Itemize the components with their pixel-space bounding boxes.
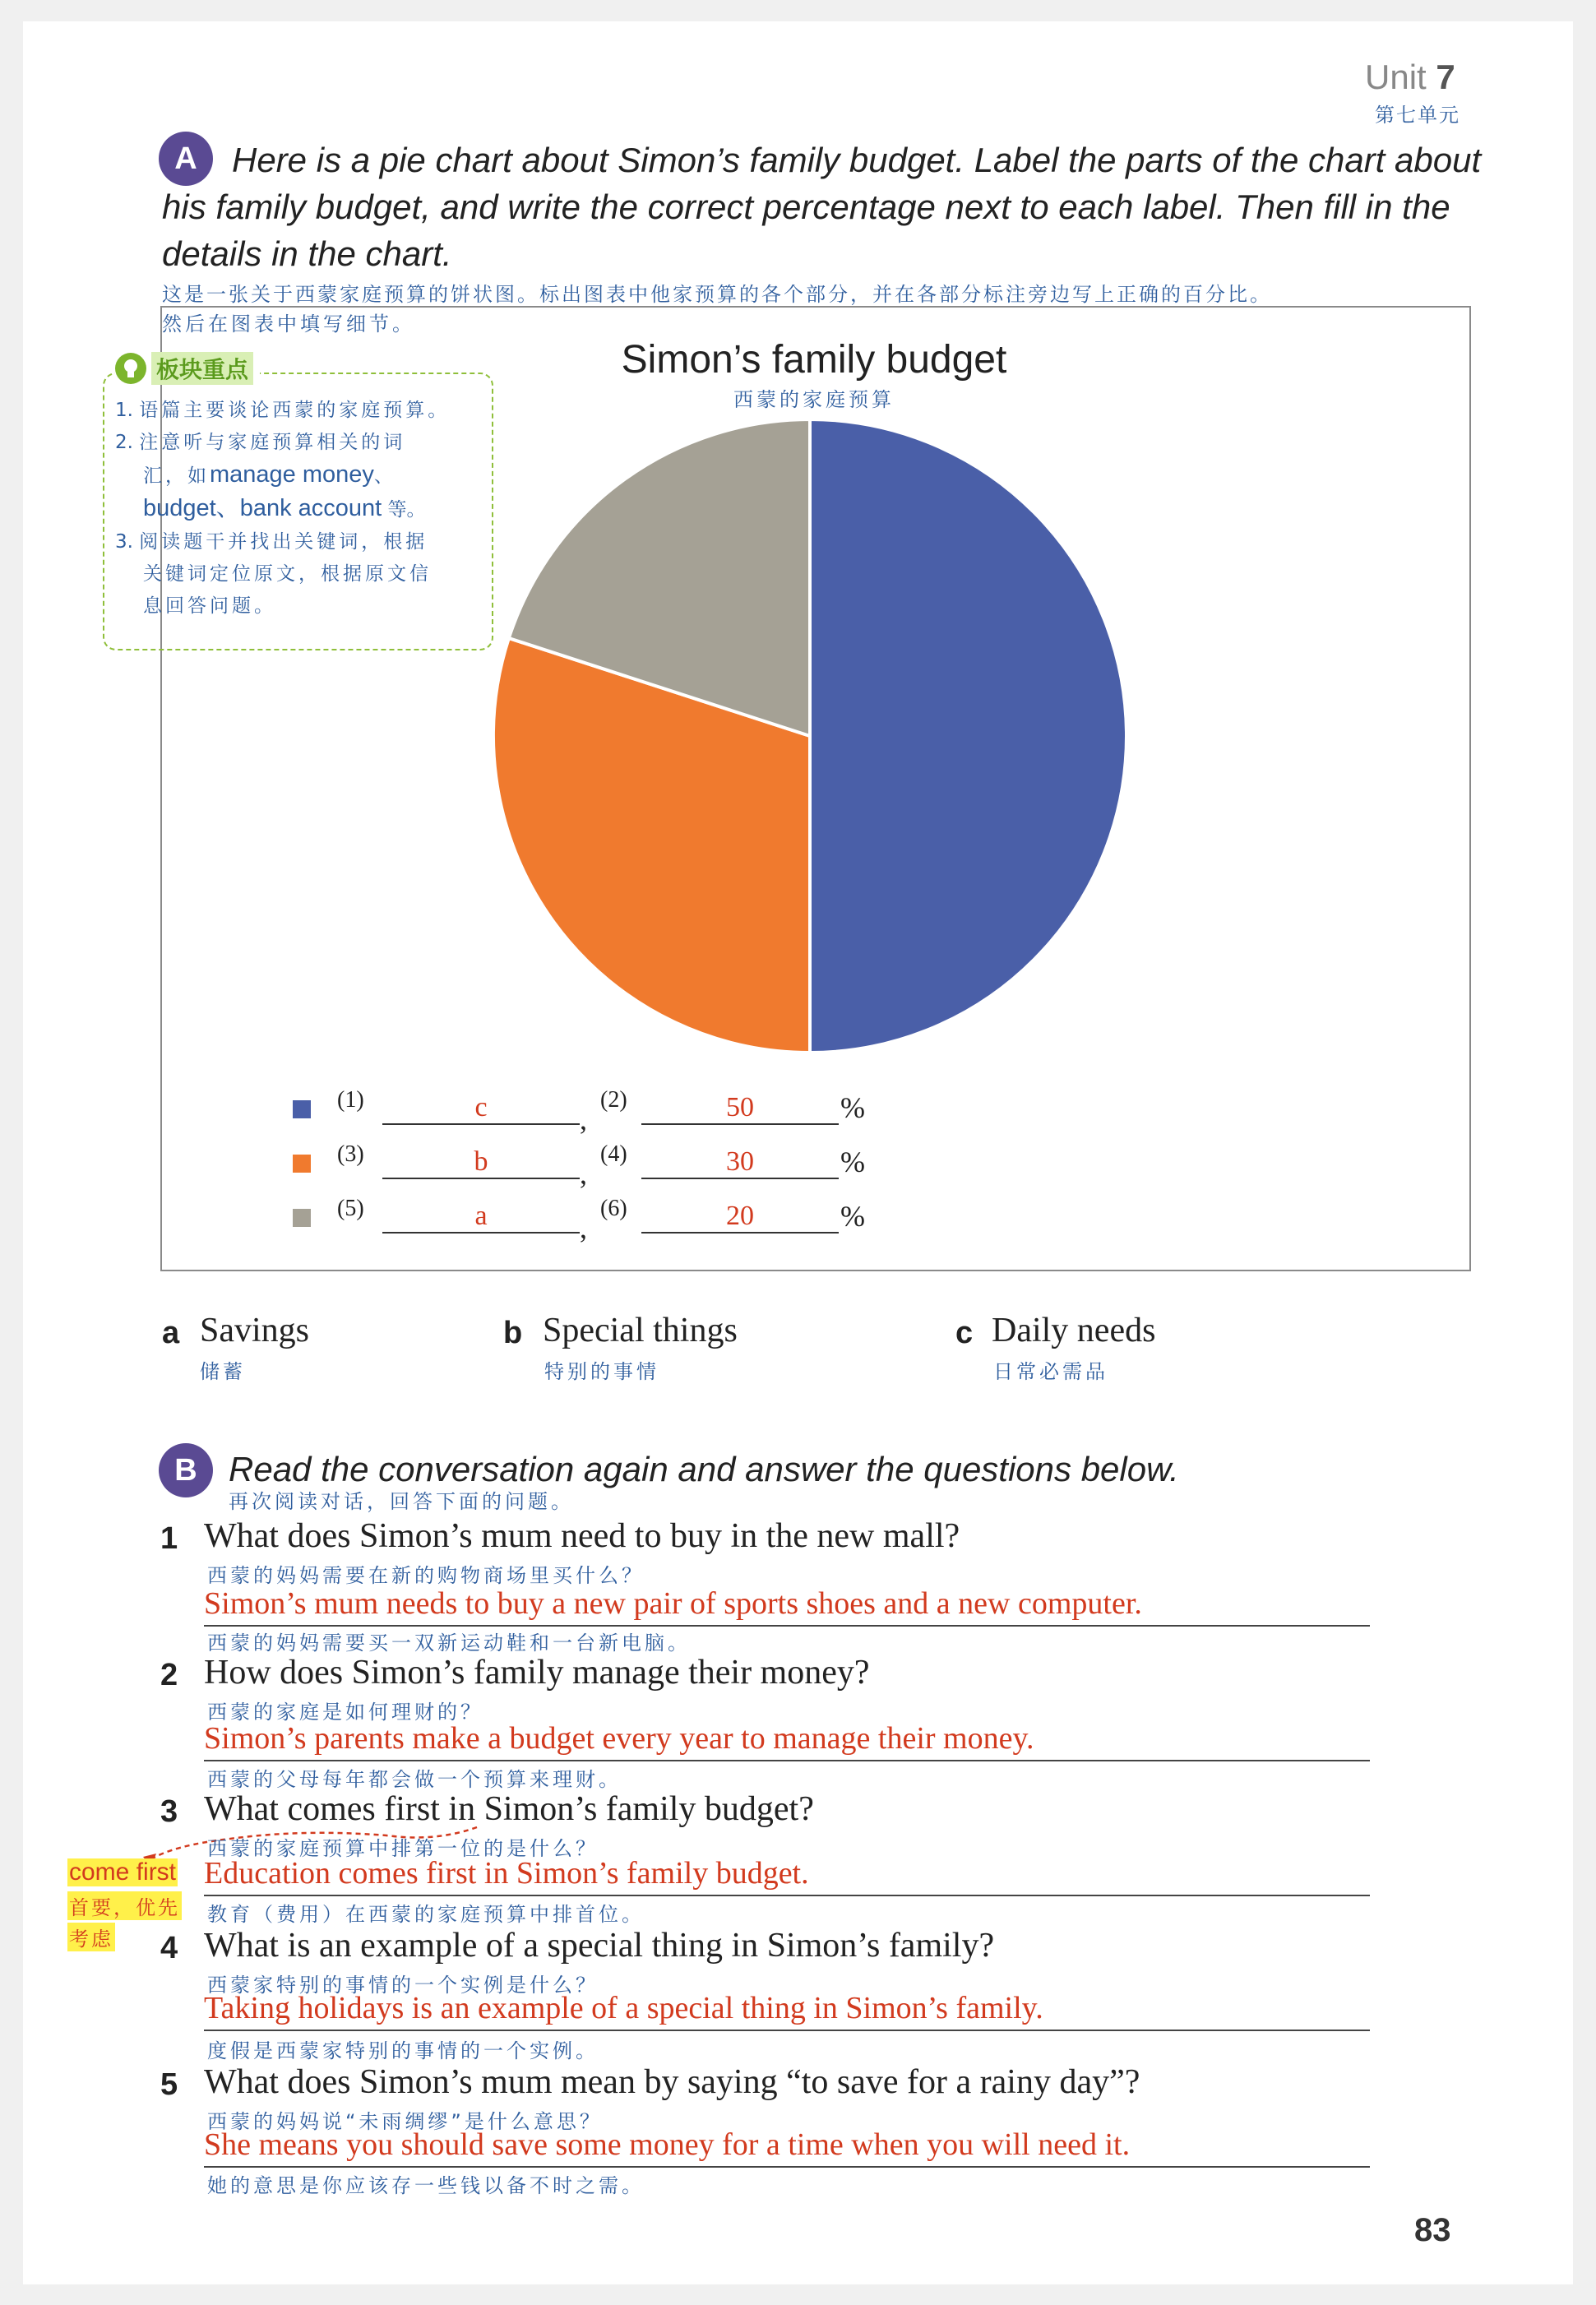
answer-text: She means you should save some money for a time when you will need it. — [204, 2127, 1131, 2162]
legend-pct-sign-3: % — [840, 1200, 865, 1233]
legend-pct-num-1: (2) — [600, 1087, 627, 1113]
option-cn-b: 特别的事情 — [544, 1360, 659, 1383]
question-number: 1 — [160, 1521, 178, 1556]
section-a-instruction-line-3: details in the chart. — [162, 234, 452, 273]
lightbulb-icon — [115, 353, 146, 384]
answer-line — [204, 1895, 1370, 1896]
key-point-line-5 — [115, 526, 450, 558]
answer-cn: 度假是西蒙家特别的事情的一个实例。 — [207, 2039, 599, 2062]
key-point-line-7 — [115, 590, 450, 623]
legend-pct-sign-1: % — [840, 1091, 865, 1124]
section-a-note-cn-2: 然后在图表中填写细节。 — [162, 312, 415, 336]
question-text: How does Simon’s family manage their money? — [204, 1654, 870, 1692]
answer-line — [204, 2030, 1370, 2031]
legend-pct-sign-2: % — [840, 1146, 865, 1178]
unit-header-cn: 第七单元 — [1375, 104, 1460, 127]
side-note-meaning-2: 考虑 — [67, 1923, 115, 1951]
section-a-instruction-line-1: Here is a pie chart about Simon’s family budget. Label the parts of the chart about — [232, 141, 1482, 179]
key-point-tail: 、 — [373, 465, 393, 487]
question-cn: 西蒙的妈妈说“未雨绸缪”是什么意思？ — [207, 2110, 603, 2133]
option-text-b: Special things — [543, 1312, 738, 1349]
legend-num-3: (5) — [337, 1196, 364, 1221]
option-cn-a: 储蓄 — [200, 1360, 246, 1383]
key-point-en: manage money — [210, 461, 374, 488]
answer-text: Simon’s parents make a budget every year to manage their money. — [204, 1721, 1034, 1756]
key-point-text: 注意听与家庭预算相关的词 — [139, 432, 406, 453]
key-point-num: 3. — [115, 531, 133, 553]
option-cn-c: 日常必需品 — [993, 1360, 1108, 1383]
option-letter-a: a — [162, 1316, 180, 1350]
legend-swatch-3 — [293, 1209, 311, 1227]
key-point-num: 1. — [115, 400, 133, 421]
legend-pct-answer-3: 20 — [641, 1201, 839, 1233]
section-b-instruction-cn: 再次阅读对话，回答下面的问题。 — [229, 1490, 574, 1513]
legend-swatch-1 — [293, 1100, 311, 1118]
side-note-meaning-1: 首要，优先 — [67, 1891, 182, 1920]
chart-title: Simon’s family budget — [621, 338, 1007, 382]
section-a-note-cn-1: 这是一张关于西蒙家庭预算的饼状图。标出图表中他家预算的各个部分，并在各部分标注旁边写上正确的百分比。 — [162, 283, 1272, 306]
key-point-num: 2. — [115, 432, 133, 453]
question-text: What does Simon’s mum need to buy in the new mall? — [204, 1517, 960, 1555]
answer-text: Simon’s mum needs to buy a new pair of sports shoes and a new computer. — [204, 1586, 1142, 1621]
unit-word: Unit — [1365, 58, 1427, 96]
legend-label-answer-1: c — [382, 1092, 580, 1125]
legend-label-answer-2: b — [382, 1146, 580, 1179]
legend-pct-num-3: (6) — [600, 1196, 627, 1221]
section-b-instruction: Read the conversation again and answer the questions below. — [229, 1450, 1179, 1488]
answer-cn: 她的意思是你应该存一些钱以备不时之需。 — [207, 2174, 645, 2197]
option-letter-b: b — [503, 1316, 523, 1350]
option-text-a: Savings — [200, 1312, 310, 1349]
legend-pct-answer-2: 30 — [641, 1146, 839, 1179]
page-number: 83 — [1414, 2212, 1451, 2248]
legend-num-1: (1) — [337, 1087, 364, 1113]
question-text: What comes first in Simon’s family budget? — [204, 1790, 814, 1828]
key-point-line-2 — [115, 427, 450, 459]
question-cn: 西蒙家特别的事情的一个实例是什么？ — [207, 1974, 599, 1997]
answer-text: Taking holidays is an example of a special thing in Simon’s family. — [204, 1991, 1043, 2025]
pie-chart — [485, 411, 1135, 1061]
answer-cn: 西蒙的妈妈需要买一双新运动鞋和一台新电脑。 — [207, 1632, 691, 1655]
key-point-text: 息回答问题。 — [143, 595, 276, 617]
key-point-line-6 — [115, 558, 450, 590]
legend-comma-2: , — [580, 1157, 587, 1190]
answer-text: Education comes first in Simon’s family budget. — [204, 1856, 809, 1891]
option-letter-c: c — [955, 1316, 974, 1350]
question-number: 4 — [160, 1931, 178, 1965]
key-point-line-1 — [115, 395, 450, 427]
key-point-text: 语篇主要谈论西蒙的家庭预算。 — [139, 400, 451, 421]
answer-cn: 西蒙的父母每年都会做一个预算来理财。 — [207, 1768, 622, 1791]
section-b-badge: B — [159, 1443, 213, 1497]
key-point-text: 汇，如 — [143, 465, 210, 487]
legend-num-2: (3) — [337, 1141, 364, 1167]
key-points-list — [115, 395, 450, 623]
key-point-line-4 — [115, 493, 450, 526]
answer-line — [204, 2166, 1370, 2168]
answer-cn: 教育（费用）在西蒙的家庭预算中排首位。 — [207, 1903, 645, 1926]
side-note-phrase: come first — [69, 1858, 177, 1886]
legend-swatch-2 — [293, 1155, 311, 1173]
legend-label-answer-3: a — [382, 1201, 580, 1233]
section-a-instruction-line-2: his family budget, and write the correct percentage next to each label. Then fill in the — [162, 187, 1450, 226]
legend-comma-3: , — [580, 1211, 587, 1244]
answer-line — [204, 1760, 1370, 1761]
section-a-badge: A — [159, 132, 213, 186]
key-point-text: 关键词定位原文，根据原文信 — [143, 563, 432, 585]
legend-pct-answer-1: 50 — [641, 1092, 839, 1125]
key-points-title: 板块重点 — [151, 352, 253, 385]
question-number: 2 — [160, 1658, 178, 1692]
key-points-header — [115, 352, 260, 385]
key-point-text: 阅读题干并找出关键词，根据 — [139, 531, 428, 553]
chart-title-cn: 西蒙的家庭预算 — [733, 388, 895, 411]
legend-pct-num-2: (4) — [600, 1141, 627, 1167]
key-point-tail: 等。 — [382, 499, 426, 521]
question-number: 3 — [160, 1794, 178, 1829]
key-point-line-3 — [115, 459, 450, 493]
pie-slice-c — [810, 419, 1126, 1053]
key-point-en: budget、bank account — [143, 495, 382, 521]
question-number: 5 — [160, 2067, 178, 2102]
option-text-c: Daily needs — [992, 1312, 1156, 1349]
question-text: What does Simon’s mum mean by saying “to save for a rainy day”? — [204, 2063, 1140, 2101]
question-cn: 西蒙的妈妈需要在新的购物商场里买什么？ — [207, 1564, 645, 1587]
unit-header — [1365, 58, 1455, 97]
question-cn: 西蒙的家庭是如何理财的？ — [207, 1701, 483, 1724]
question-cn: 西蒙的家庭预算中排第一位的是什么？ — [207, 1837, 599, 1860]
legend-comma-1: , — [580, 1103, 587, 1136]
unit-number: 7 — [1436, 58, 1455, 96]
question-text: What is an example of a special thing in Simon’s family? — [204, 1927, 995, 1965]
